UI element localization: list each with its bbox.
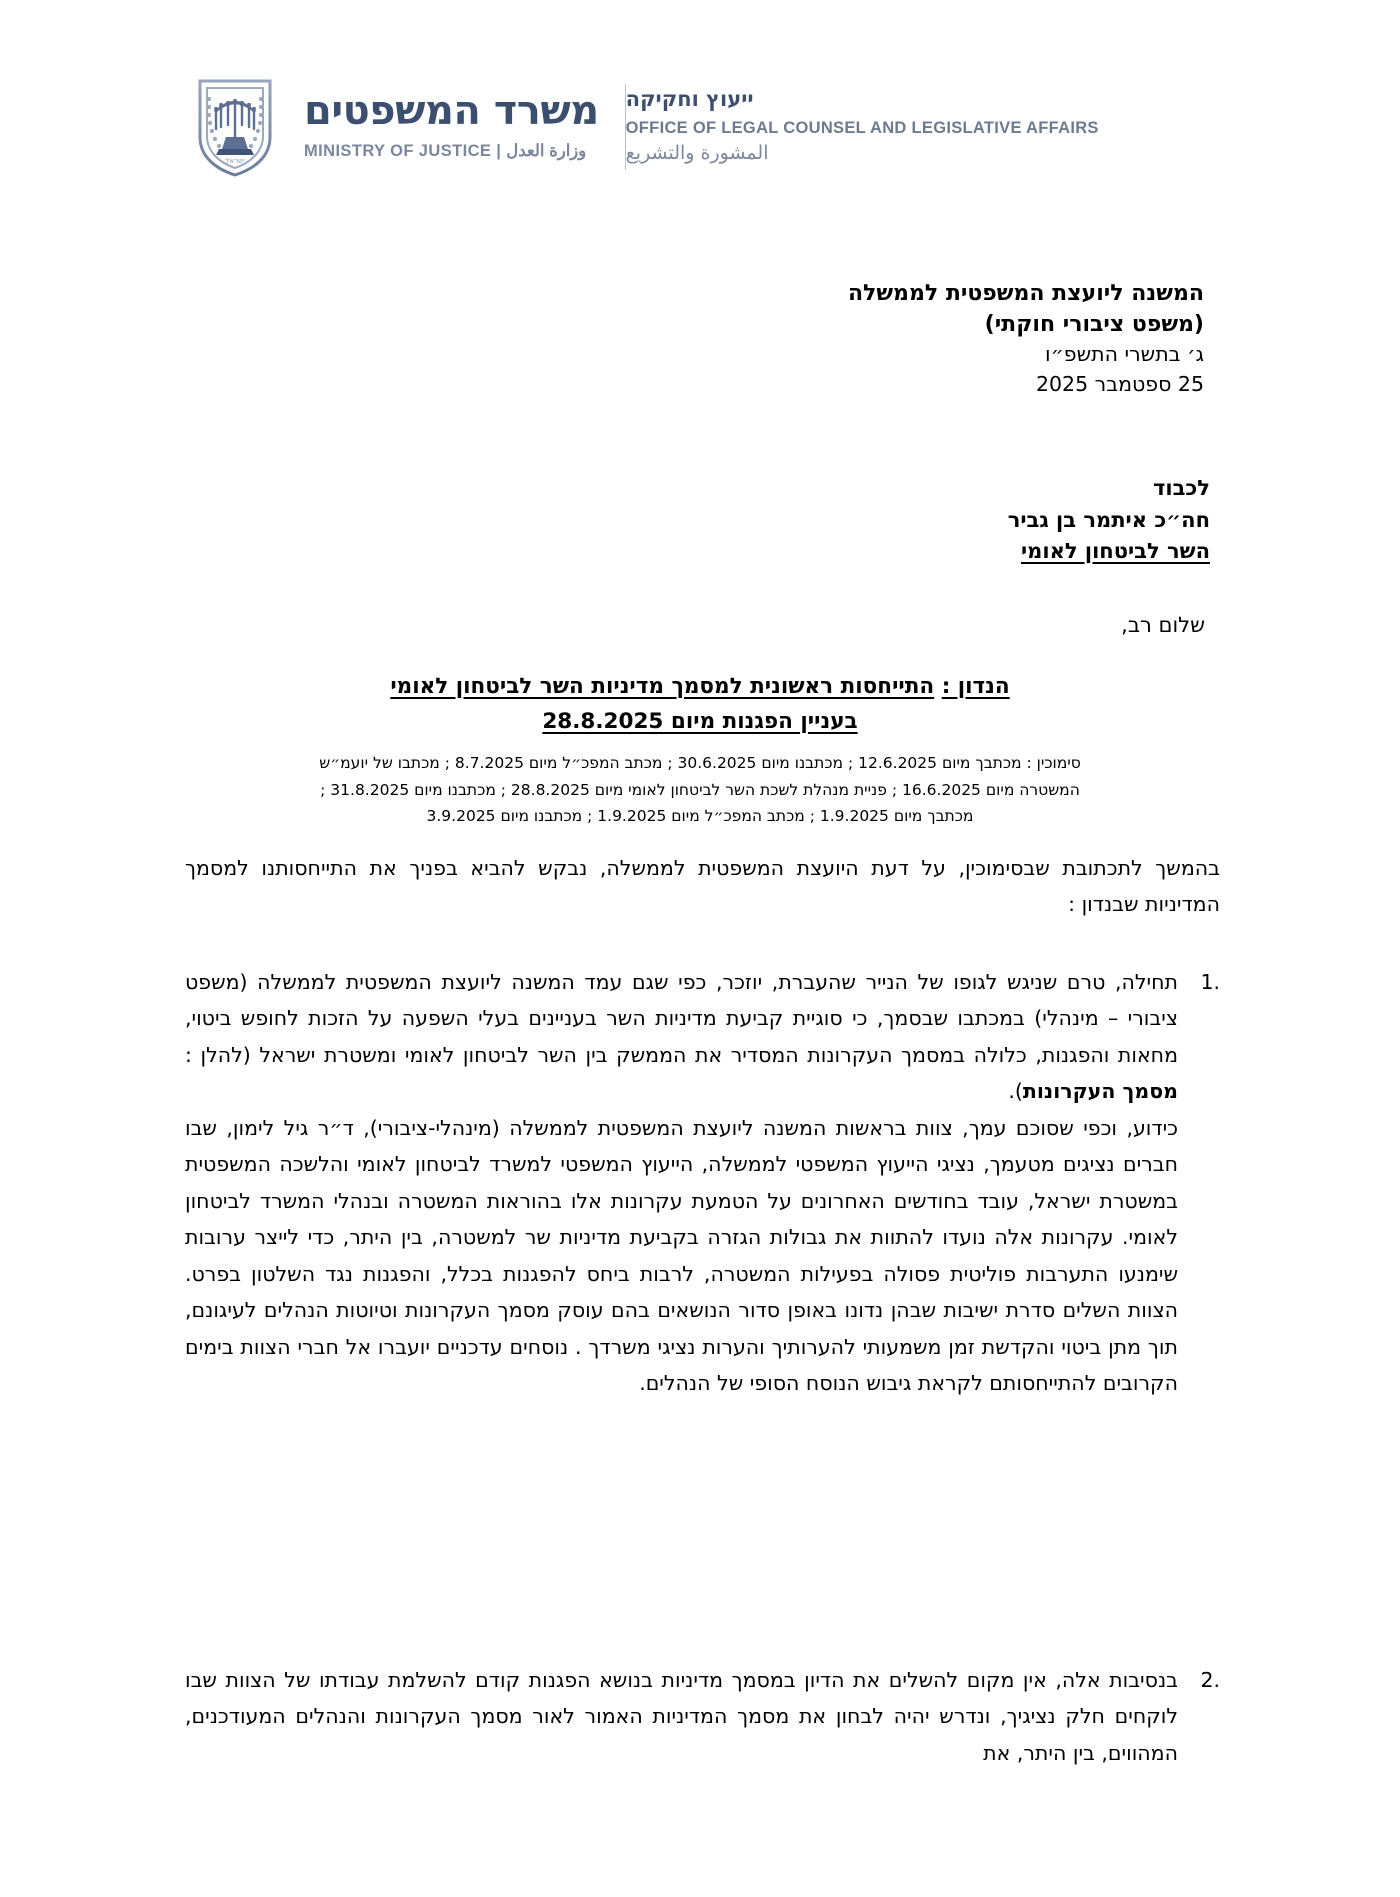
greeting-line: שלום רב, [1121,613,1205,637]
addressee-salutation: לכבוד [1153,476,1210,500]
paragraph-1a: תחילה, טרם שניגש לגופו של הנייר שהעברת, יוזכר, כפי שגם עמד המשנה ליועצת המשפטית לממשלה (משפט ציבורי – מינהלי) במכתבו שבסמך, כי סוגיית קביעת מדיניות השר בעניינים בעלי השפעה על הזכות לחופש ביטוי, מחאות והפגנות, כלולה במסמך העקרונות המסדיר את הממשק בין השר לביטחון לאומי ומשטרת ישראל (להלן : מסמך העקרונות). [185,970,1178,1104]
addressee-role: השר לביטחון לאומי [1021,539,1210,563]
paragraph-2a: בנסיבות אלה, אין מקום להשלים את הדיון במסמך מדיניות בנושא הפגנות קודם להשלמת עבודתו של הצוות שבו לוקחים חלק נציגיך, ונדרש יהיה לבחון את מסמך המדיניות האמור לאור מסמך העקרונות והנהלים המעודכנים, המהווים, בין היתר, את [185,1668,1178,1765]
list-item [0,1662,1400,1771]
reference-line-3: מכתבך מיום 1.9.2025 ; מכתב המפכ״ל מיום 1.9.2025 ; מכתבנו מיום 3.9.2025 [426,807,974,826]
subject-line-2: בעניין הפגנות מיום 28.8.2025 [542,708,858,734]
list-item-body [185,964,1178,1402]
subject-line-1: התייחסות ראשונית למסמך מדיניות השר לביטחון לאומי [390,674,935,699]
reference-line-1: סימוכין : מכתבך מיום 12.6.2025 ; מכתבנו מיום 30.6.2025 ; מכתב המפכ״ל מיום 8.7.2025 ; מכתבו של יועמ״ש [319,754,1081,772]
references-block [0,750,1400,830]
department-name-arabic: المشورة والتشريع [625,141,769,164]
ministry-name-en-ar: MINISTRY OF JUSTICE | وزارة العدل [304,141,587,160]
intro-paragraph: בהמשך לתכתובת שבסימוכין, על דעת היועצת המשפטית לממשלה, נבקש להביא בפניך את התייחסותנו למסמך המדיניות שבנדון : [185,856,1220,917]
ministry-brand [304,88,599,163]
department-name-hebrew: ייעוץ וחקיקה [625,87,754,112]
subject-block [0,670,1400,740]
subject-label: הנדון : [941,674,1010,699]
state-emblem-of-israel-icon [192,75,278,179]
list-item [0,964,1400,1402]
svg-text:ישראל: ישראל [225,157,245,165]
list-item-body [185,1662,1178,1771]
list-item-number: 1. [1200,970,1220,994]
ministry-name-hebrew: משרד המשפטים [304,88,599,135]
reference-line-2: המשטרה מיום 16.6.2025 ; פניית מנהלת לשכת השר לביטחון לאומי מיום 28.8.2025 ; מכתבנו מיום 31.8.2025 ; [320,780,1080,799]
gregorian-date: 25 ספטמבר 2025 [1035,371,1204,396]
addressee-block [1008,473,1210,568]
letterhead [0,62,1400,192]
sender-title-line-2: (משפט ציבורי חוקתי) [984,312,1204,338]
department-name-english: OFFICE OF LEGAL COUNSEL AND LEGISLATIVE AFFAIRS [625,118,1099,137]
department-block [626,88,1099,165]
addressee-name: חה״כ איתמר בן גביר [1007,507,1210,532]
hebrew-date: ג׳ בתשרי התשפ״ו [1045,342,1204,367]
sender-and-date-block [848,278,1204,399]
list-item-number: 2. [1200,1668,1220,1692]
paragraph-1b: כידוע, וכפי שסוכם עמך, צוות בראשות המשנה ליועצת המשפטית לממשלה (מינהלי-ציבורי), ד״ר גיל לימון, שבו חברים נציגים מטעמך, נציגי הייעוץ המשפטי לממשלה, הייעוץ המשפטי למשרד לביטחון לאומי והלשכה המשפטית במשטרת ישראל, עובד בחודשים האחרונים על הטמעת עקרונות אלו בהוראות המשטרה ובנהלי המשרד לביטחון לאומי. עקרונות אלה נועדו להתוות את גבולות הגזרה בקביעת מדיניות שר למשטרה, בין היתר, כדי לייצר ערובות שימנעו התערבות פוליטית פסולה בפעילות המשטרה, לרבות ביחס להפגנות בכלל, והפגנות נגד השלטון בפרט. הצוות השלים סדרת ישיבות שבהן נדונו באופן סדור הנושאים בהם עוסק מסמך העקרונות וטיוטות הנהלים לעיגונם, תוך מתן ביטוי והקדשת זמן משמעותי להערותיך והערות נציגי משרדך . נוסחים עדכניים יועברו אל חברי הצוות בימים הקרובים להתייחסותם לקראת גיבוש הנוסח הסופי של הנהלים. [185,1115,1178,1396]
letterhead-divider [625,84,626,170]
sender-title-line-1: המשנה ליועצת המשפטית לממשלה [847,281,1204,306]
intro-paragraph-wrapper [0,850,1400,923]
